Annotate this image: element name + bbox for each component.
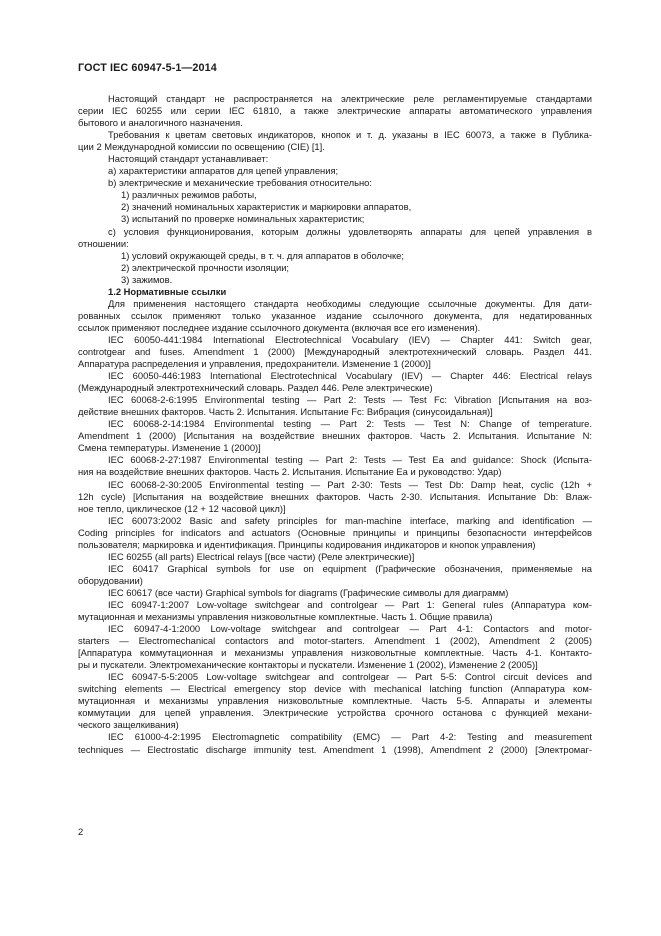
paragraph (78, 551, 592, 563)
document-body (78, 93, 592, 756)
section-heading (78, 286, 592, 298)
text-line: a) характеристики аппаратов для цепей управления; (108, 165, 339, 177)
text-line: действие внешних факторов. Часть 2. Испытания. Испытание Fc: Вибрация (синусоидальная)] (78, 406, 493, 418)
text-line: IEC 60947-4-1:2000 Low-voltage switchgear and controlgear — Part 4-1: Contactors and motor- (108, 623, 592, 635)
paragraph (78, 262, 592, 274)
text-line: Amendment 1 (2000) [Испытания на воздействие внешних факторов. Часть 2. Испытания. Испытание N: (78, 430, 592, 442)
text-line: серии IEC 60255 или серии IEC 61810, а также электрические аппараты автоматического управления (78, 105, 592, 117)
text-line: controtgear and fuses. Amendment 1 (2000) [Международный электротехнический словарь. Раздел 441. (78, 345, 592, 357)
paragraph (78, 599, 592, 623)
text-line: 2) значений номинальных характеристик и маркировки аппаратов, (121, 201, 412, 213)
paragraph (78, 563, 592, 587)
text-line: бытового и аналогичного назначения. (78, 117, 243, 129)
text-line: 1) различных режимов работы, (121, 189, 257, 201)
paragraph (78, 129, 592, 153)
text-line: 3) зажимов. (121, 273, 173, 285)
text-line: starters — Electromechanical contactors and motor-starters. Amendment 1 (2002), Amendment 2 (2005) (78, 635, 592, 647)
text-line: 1.2 Нормативные ссылки (108, 285, 227, 297)
text-line: Для применения настоящего стандарта необходимы следующие ссылочные документы. Для дати- (108, 297, 592, 309)
text-line: Требования к цветам световых индикаторов, кнопок и т. д. указаны в IEC 60073, а также в Публика- (108, 129, 592, 141)
text-line: мутационная и механизмы управления низковольтные комплектные. Часть 5-5. Аппараты и элементы (78, 695, 592, 707)
text-line: IEC 60050-441:1984 International Electrotechnical Vocabulary (IEV) — Chapter 441: Switch gear, (108, 333, 592, 345)
paragraph (78, 370, 592, 394)
text-line: IEC 60068-2-30:2005 Environmental testing — Part 2-30: Tests — Test Db: Damp heat, cyclic (12h + (108, 478, 592, 490)
text-line: коммутации для цепей управления. Электрические устройства срочного останова с функцией механи- (78, 707, 592, 719)
text-line: Настоящий стандарт устанавливает: (108, 153, 269, 165)
text-line: (Международный электротехнический словарь. Раздел 446. Реле электрические) (78, 382, 433, 394)
paragraph (78, 226, 592, 250)
text-line: 3) испытаний по проверке номинальных характеристик; (121, 213, 365, 225)
paragraph (78, 201, 592, 213)
text-line: IEC 60417 Graphical symbols for use on equipment (Графические обозначения, применяемые на (108, 562, 592, 574)
text-line: отношении: (78, 237, 129, 249)
text-line: ное тепло, циклическое (12 + 12 часовой цикл)] (78, 502, 286, 514)
text-line: ссылок применяют последнее издание ссылочного документа (включая все его изменения). (78, 321, 481, 333)
text-line: ры и пускатели. Электромеханические контакторы и пускатели. Изменение 1 (2002), Изменение 2 (2005)] (78, 659, 538, 671)
text-line: 2) электрической прочности изоляции; (121, 261, 290, 273)
text-line: 12h cycle) [Испытания на воздействие внешних факторов. Часть 2-30. Испытания. Испытание Db: Влаж- (78, 490, 592, 502)
text-line: Настоящий стандарт не распространяется на электрические реле регламентируемые стандартами (108, 93, 592, 104)
text-line: IEC 60617 (все части) Graphical symbols for diagrams (Графические символы для диаграмм) (108, 586, 509, 598)
paragraph (78, 177, 592, 189)
text-line: IEC 60255 (all parts) Electrical relays [(все части) (Реле электрические)] (108, 550, 415, 562)
text-line: Coding principles for indicators and actuators (Основные принципы и принципы безопасности интерфейсов (78, 526, 592, 538)
text-line: switching elements — Electrical emergency stop device with mechanical latching function (Аппаратура ком- (78, 683, 592, 695)
paragraph (78, 250, 592, 262)
paragraph (78, 515, 592, 551)
text-line: мутационная и механизмы управления низковольтные комплектные. Часть 1. Общие правила) (78, 611, 493, 623)
paragraph (78, 153, 592, 165)
text-line: c) условия функционирования, которым должны удовлетворять аппараты для цепей управления в (108, 225, 592, 237)
text-line: Аппаратура распределения и управления, предохранители. Изменение 1 (2000)] (78, 358, 431, 370)
paragraph (78, 394, 592, 418)
text-line: пользователя; маркировка и идентификация. Принципы кодирования индикаторов и кнопок управления) (78, 538, 536, 550)
text-line: IEC 60068-2-6:1995 Environmental testing — Part 2: Tests — Test Fc: Vibration [Испытания на воз- (108, 394, 592, 406)
paragraph (78, 731, 592, 755)
page-number: 2 (78, 826, 84, 837)
text-line: IEC 60947-1:2007 Low-voltage switchgear and controlgear — Part 1: General rules (Аппаратура ком- (108, 598, 592, 610)
text-line: IEC 60073:2002 Basic and safety principles for man-machine interface, marking and identification — (108, 514, 592, 526)
paragraph (78, 298, 592, 334)
text-line: IEC 60068-2-27:1987 Environmental testing — Part 2: Tests — Test Ea and guidance: Shock (Испыта- (108, 454, 592, 466)
text-line: рованных ссылок применяют только указанное издание ссылочного документа, для недатированных (78, 309, 592, 321)
paragraph (78, 479, 592, 515)
text-line: IEC 61000-4-2:1995 Electromagnetic compatibility (EMC) — Part 4-2: Testing and measurement (108, 731, 592, 743)
paragraph (78, 418, 592, 454)
paragraph (78, 213, 592, 225)
paragraph (78, 587, 592, 599)
text-line: [Аппаратура коммутационная и механизмы управления низковольтные комплектные. Часть 4-1. Контакто- (78, 647, 592, 659)
paragraph (78, 189, 592, 201)
paragraph (78, 93, 592, 129)
paragraph (78, 623, 592, 671)
text-line: IEC 60050-446:1983 International Electrotechnical Vocabulary (IEV) — Chapter 446: Electrical relays (108, 370, 592, 382)
paragraph (78, 334, 592, 370)
text-line: ции 2 Международной комиссии по освещению (CIE) [1]. (78, 141, 325, 153)
paragraph (78, 671, 592, 731)
text-line: IEC 60947-5-5:2005 Low-voltage switchgear and controlgear — Part 5-5: Control circuit devices and (108, 671, 592, 683)
document-header: ГОСТ IEC 60947-5-1—2014 (78, 62, 217, 74)
text-line: оборудовании) (78, 574, 143, 586)
text-line: Смена температуры. Изменение 1 (2000)] (78, 442, 261, 454)
paragraph (78, 454, 592, 478)
text-line: techniques — Electrostatic discharge immunity test. Amendment 1 (1998), Amendment 2 (2000) [Электромаг- (78, 743, 592, 755)
paragraph (78, 165, 592, 177)
text-line: ния на воздействие внешних факторов. Часть 2. Испытания. Испытание Ea и руководство: Удар) (78, 466, 502, 478)
text-line: ческого защелкивания) (78, 719, 179, 731)
text-line: 1) условий окружающей среды, в т. ч. для аппаратов в оболочке; (121, 249, 405, 261)
paragraph (78, 274, 592, 286)
text-line: IEC 60068-2-14:1984 Environmental testing — Part 2: Tests — Test N: Change of temperature. (108, 418, 592, 430)
text-line: b) электрические и механические требования относительно: (108, 177, 372, 189)
